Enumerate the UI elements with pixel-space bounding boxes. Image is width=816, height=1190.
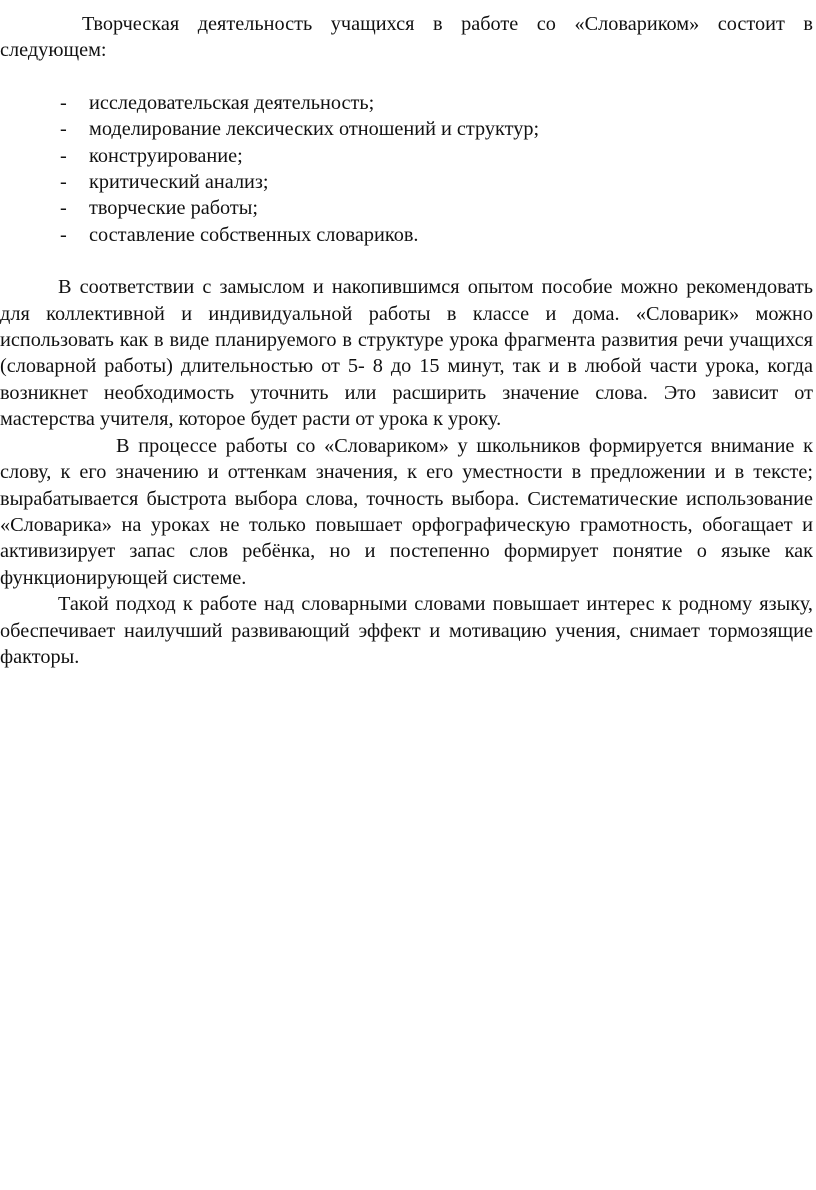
bullet-marker: - [60,171,67,194]
paragraph-dictionary-usage: В соответствии с замыслом и накопившимся опытом пособие можно рекомендовать для коллективной и индивидуальной работы в классе и дома. «Словарик» можно использовать как в виде планируемого в структуре урока фрагмента развития речи учащихся (словарной работы) длительностью от 5- 8 до 15 минут, так и в любой части урока, когда возникнет необходимость уточнить или расширить значение слова. Это зависит от мастерства учителя, которое будет расти от урока к уроку. [0,276,813,431]
activity-list [0,90,813,248]
list-item [0,90,813,116]
bullet-marker: - [60,118,67,141]
intro-paragraph: Творческая деятельность учащихся в работе со «Словариком» состоит в следующем: [0,13,813,62]
list-item-text: творческие работы; [89,197,259,220]
list-item-text: составление собственных словариков. [89,223,419,246]
list-item-text: критический анализ; [89,171,269,194]
list-item [0,195,813,221]
list-item-text: исследовательская деятельность; [89,91,375,114]
bullet-marker: - [60,197,67,220]
list-item [0,143,813,169]
bullet-marker: - [60,223,67,246]
list-item-text: моделирование лексических отношений и структур; [89,118,540,141]
bullet-marker: - [60,144,67,167]
list-item-text: конструирование; [89,144,243,167]
list-item [0,116,813,142]
paragraph-approach-benefits: Такой подход к работе над словарными словами повышает интерес к родному языку, обеспечивает наилучший развивающий эффект и мотивацию учения, снимает тормозящие факторы. [0,593,813,668]
bullet-marker: - [60,91,67,114]
paragraph-skills-formation: В процессе работы со «Словариком» у школьников формируется внимание к слову, к его значению и оттенкам значения, к его уместности в предложении и в тексте; вырабатывается быстрота выбора слова, точность выбора. Систематические использование «Словарика» на уроках не только повышает орфографическую грамотность, обогащает и активизирует запас слов ребёнка, но и постепенно формирует понятие о языке как функционирующей системе. [0,434,813,589]
list-item [0,222,813,248]
list-item [0,169,813,195]
document-body [0,11,813,670]
